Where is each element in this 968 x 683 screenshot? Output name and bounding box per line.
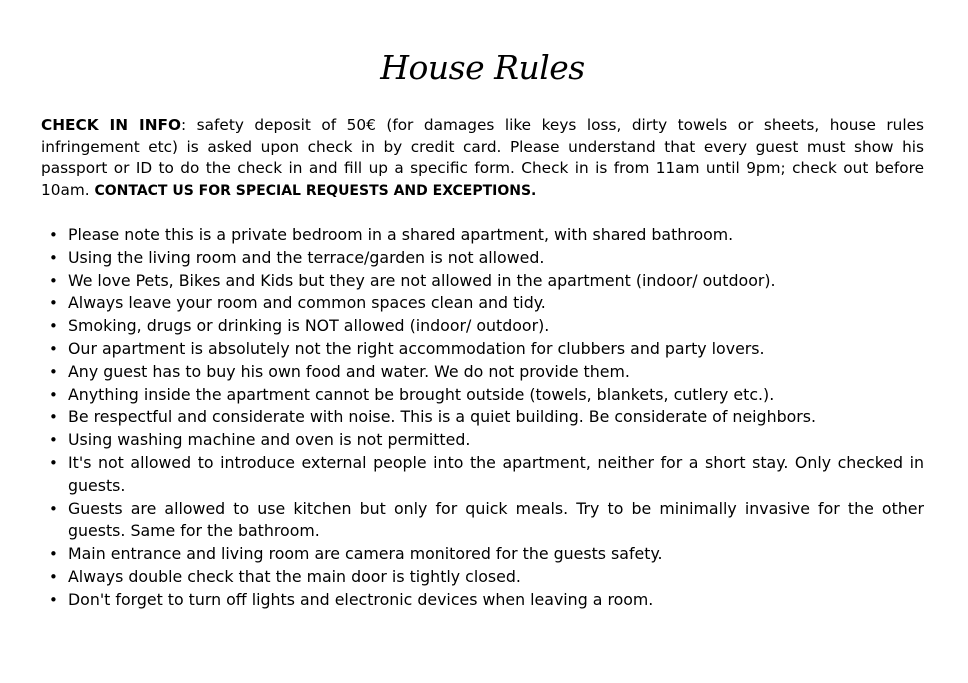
bullet-icon: •	[49, 362, 58, 381]
rule-text: It's not allowed to introduce external people into the apartment, neither for a short stay. Only checked in guests.	[68, 452, 924, 495]
rule-text: Smoking, drugs or drinking is NOT allowed (indoor/ outdoor).	[68, 316, 550, 336]
rule-item	[41, 292, 924, 315]
check-in-info-text: : safety deposit of 50€ (for damages like keys loss, dirty towels or sheets, house rules infringement etc) is asked upon check in by credit card. Please understand that every guest must show his passport or ID to do the check in and fill up a specific form. Check in is from 11am until 9pm; check out before 10am.	[41, 116, 925, 199]
rule-text: Guests are allowed to use kitchen but only for quick meals. Try to be minimally invasive for the other guests. Same for the bathroom.	[68, 498, 924, 541]
bullet-icon: •	[49, 590, 58, 609]
bullet-icon: •	[49, 499, 58, 518]
bullet-icon: •	[49, 453, 58, 472]
rule-text: Always leave your room and common spaces clean and tidy.	[68, 293, 546, 313]
rule-item	[41, 452, 924, 498]
rule-text: Always double check that the main door is tightly closed.	[68, 566, 521, 586]
bullet-icon: •	[49, 317, 58, 336]
rule-item	[41, 315, 924, 338]
rule-item	[41, 589, 924, 612]
rule-item	[41, 384, 924, 407]
rule-item	[41, 429, 924, 452]
rule-item	[41, 498, 924, 544]
bullet-icon: •	[49, 226, 58, 244]
bullet-icon: •	[49, 431, 58, 450]
rule-item	[41, 566, 924, 589]
rule-text: Our apartment is absolutely not the right accommodation for clubbers and party lovers.	[68, 338, 765, 358]
rule-text: Please note this is a private bedroom in a shared apartment, with shared bathroom.	[68, 225, 734, 244]
rule-item	[41, 270, 924, 293]
rule-text: We love Pets, Bikes and Kids but they are not allowed in the apartment (indoor/ outdoor).	[68, 270, 776, 290]
rule-text: Using washing machine and oven is not permitted.	[68, 430, 471, 450]
rule-item	[41, 406, 924, 429]
rule-item	[41, 247, 924, 270]
rule-text: Anything inside the apartment cannot be brought outside (towels, blankets, cutlery etc.).	[68, 384, 775, 404]
check-in-info-paragraph	[41, 115, 924, 202]
bullet-icon: •	[49, 294, 58, 313]
rule-item	[41, 361, 924, 384]
check-in-info-label: CHECK IN INFO	[41, 116, 181, 134]
bullet-icon: •	[49, 271, 58, 290]
house-rules-list	[41, 224, 924, 612]
rule-item	[41, 543, 924, 566]
bullet-icon: •	[49, 248, 58, 267]
bullet-icon: •	[49, 545, 58, 564]
rule-text: Don't forget to turn off lights and electronic devices when leaving a room.	[68, 589, 654, 609]
rule-item	[41, 224, 924, 247]
bullet-icon: •	[49, 408, 58, 427]
rule-text: Be respectful and considerate with noise. This is a quiet building. Be considerate of neighbors.	[68, 407, 817, 427]
contact-notice: CONTACT US FOR SPECIAL REQUESTS AND EXCEPTIONS.	[94, 182, 537, 199]
rule-text: Main entrance and living room are camera monitored for the guests safety.	[68, 544, 663, 564]
bullet-icon: •	[49, 385, 58, 404]
rule-text: Any guest has to buy his own food and water. We do not provide them.	[68, 361, 630, 381]
bullet-icon: •	[49, 567, 58, 586]
bullet-icon: •	[49, 339, 58, 358]
rule-text: Using the living room and the terrace/garden is not allowed.	[68, 247, 545, 267]
rule-item	[41, 338, 924, 361]
page-title: House Rules	[380, 48, 585, 87]
